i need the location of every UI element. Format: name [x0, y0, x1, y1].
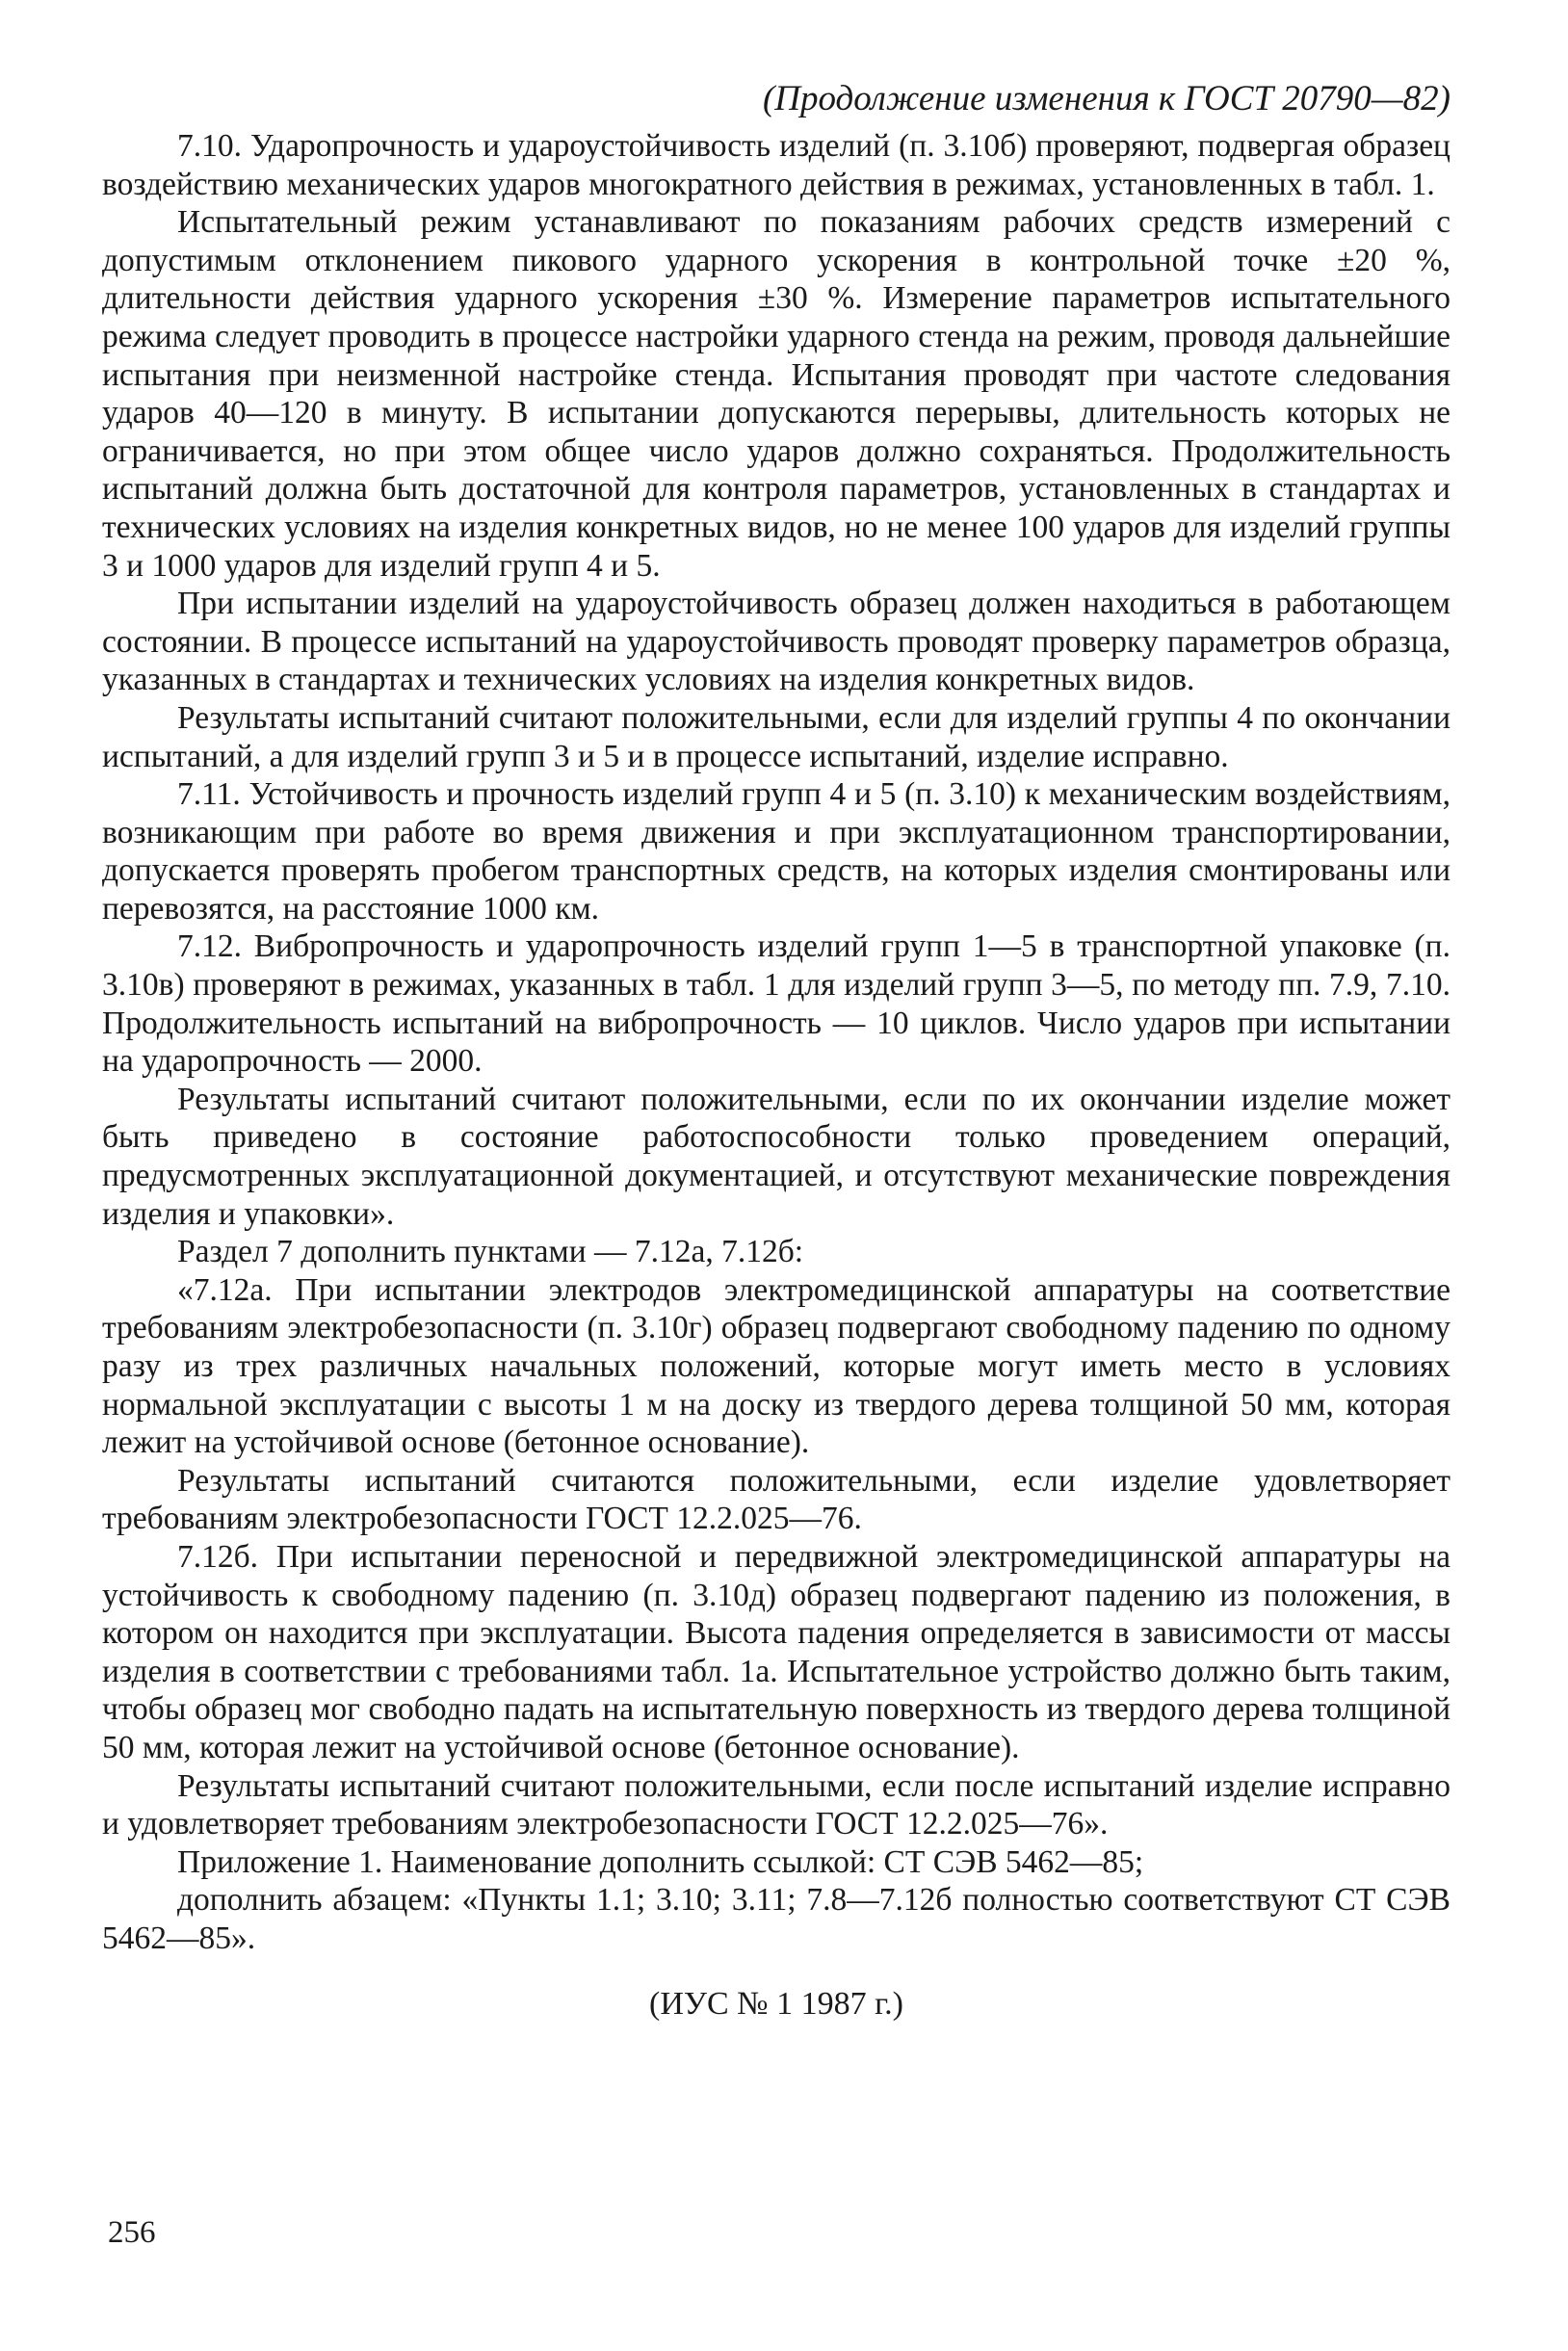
paragraph-7-12b: 7.12б. При испытании переносной и передвижной электромедицинской аппаратуры на устойчивость к свободному падению (п. 3.10д) образец подвергают падению из положения, в котором он находится при эксплуатации. Высота падения определяется в зависимости от массы изделия в соответствии с требованиями табл. 1а. Испытательное устройство должно быть таким, чтобы образец мог свободно падать на испытательную поверхность из твердого дерева толщиной 50 мм, которая лежит на устойчивой основе (бетонное основание).: [102, 1538, 1450, 1765]
paragraph-section-7-addition: Раздел 7 дополнить пунктами — 7.12а, 7.12б:: [177, 1234, 804, 1270]
paragraph-7-12: 7.12. Вибропрочность и ударопрочность изделий групп 1—5 в транспортной упаковке (п. 3.10в) проверяют в режимах, указанных в табл. 1 для изделий групп 3—5, по методу пп. 7.9, 7.10. Продолжительность испытаний на вибропрочность — 10 циклов. Число ударов при испытании на ударопрочность — 2000.: [102, 928, 1450, 1080]
paragraph-7-12a: «7.12а. При испытании электродов электромедицинской аппаратуры на соответствие требованиям электробезопасности (п. 3.10г) образец подвергают свободному падению по одному разу из трех различных начальных положений, которые могут иметь место в условиях нормальной эксплуатации с высоты 1 м на доску из твердого дерева толщиной 50 мм, которая лежит на устойчивой основе (бетонное основание).: [102, 1271, 1450, 1461]
paragraph-7-11: 7.11. Устойчивость и прочность изделий групп 4 и 5 (п. 3.10) к механическим воздействиям, возникающим при работе во время движения и при эксплуатационном транспортировании, допускается проверять пробегом транспортных средств, на которых изделия смонтированы или перевозятся, на расстояние 1000 км.: [102, 776, 1450, 927]
paragraph-7-10: 7.10. Ударопрочность и удароустойчивость изделий (п. 3.10б) проверяют, подвергая образец воздействию механических ударов многократного действия в режимах, установленных в табл. 1.: [102, 128, 1450, 202]
paragraph-results-7-12b: Результаты испытаний считают положительными, если после испытаний изделие исправно и удовлетворяет требованиям электробезопасности ГОСТ 12.2.025—76».: [102, 1767, 1450, 1842]
paragraph-results-7-10: Результаты испытаний считают положительными, если для изделий группы 4 по окончании испытаний, а для изделий групп 3 и 5 и в процессе испытаний, изделие исправно.: [102, 699, 1450, 774]
paragraph-appendix-1: Приложение 1. Наименование дополнить ссылкой: СТ СЭВ 5462—85;: [177, 1843, 1144, 1880]
paragraph-results-7-12: Результаты испытаний считают положительными, если по их окончании изделие может быть приведено в состояние работоспособности только проведением операций, предусмотренных эксплуатационной документацией, и отсутствуют механические повреждения изделия и упаковки».: [102, 1081, 1450, 1232]
page-number: 256: [108, 2215, 156, 2250]
paragraph-test-mode: Испытательный режим устанавливают по показаниям рабочих средств измерений с допустимым отклонением пикового ударного ускорения в контрольной точке ±20 %, длительности действия ударного ускорения ±30 %. Измерение параметров испытательного режима следует проводить в процессе настройки ударного стенда на режим, проводя дальнейшие испытания при неизменной настройке стенда. Испытания проводят при частоте следования ударов 40—120 в минуту. В испытании допускаются перерывы, длительность которых не ограничивается, но при этом общее число ударов должно сохраняться. Продолжительность испытаний должна быть достаточной для контроля параметров, установленных в стандартах и технических условиях на изделия конкретных видов, но не менее 100 ударов для изделий группы 3 и 1000 ударов для изделий групп 4 и 5.: [102, 204, 1450, 584]
source-note: (ИУС № 1 1987 г.): [649, 1985, 903, 2022]
document-body: [102, 127, 1450, 1958]
paragraph-shock-resistance-state: При испытании изделий на удароустойчивость образец должен находиться в работающем состоянии. В процессе испытаний на удароустойчивость проводят проверку параметров образца, указанных в стандартах и технических условиях на изделия конкретных видов.: [102, 586, 1450, 698]
document-page: [102, 77, 1450, 2024]
paragraph-results-7-12a: Результаты испытаний считаются положительными, если изделие удовлетворяет требованиям электробезопасности ГОСТ 12.2.025—76.: [102, 1462, 1450, 1537]
paragraph-appendix-addition: дополнить абзацем: «Пункты 1.1; 3.10; 3.11; 7.8—7.12б полностью соответствуют СТ СЭВ 5462—85».: [102, 1882, 1450, 1956]
continuation-header: (Продолжение изменения к ГОСТ 20790—82): [762, 79, 1450, 118]
